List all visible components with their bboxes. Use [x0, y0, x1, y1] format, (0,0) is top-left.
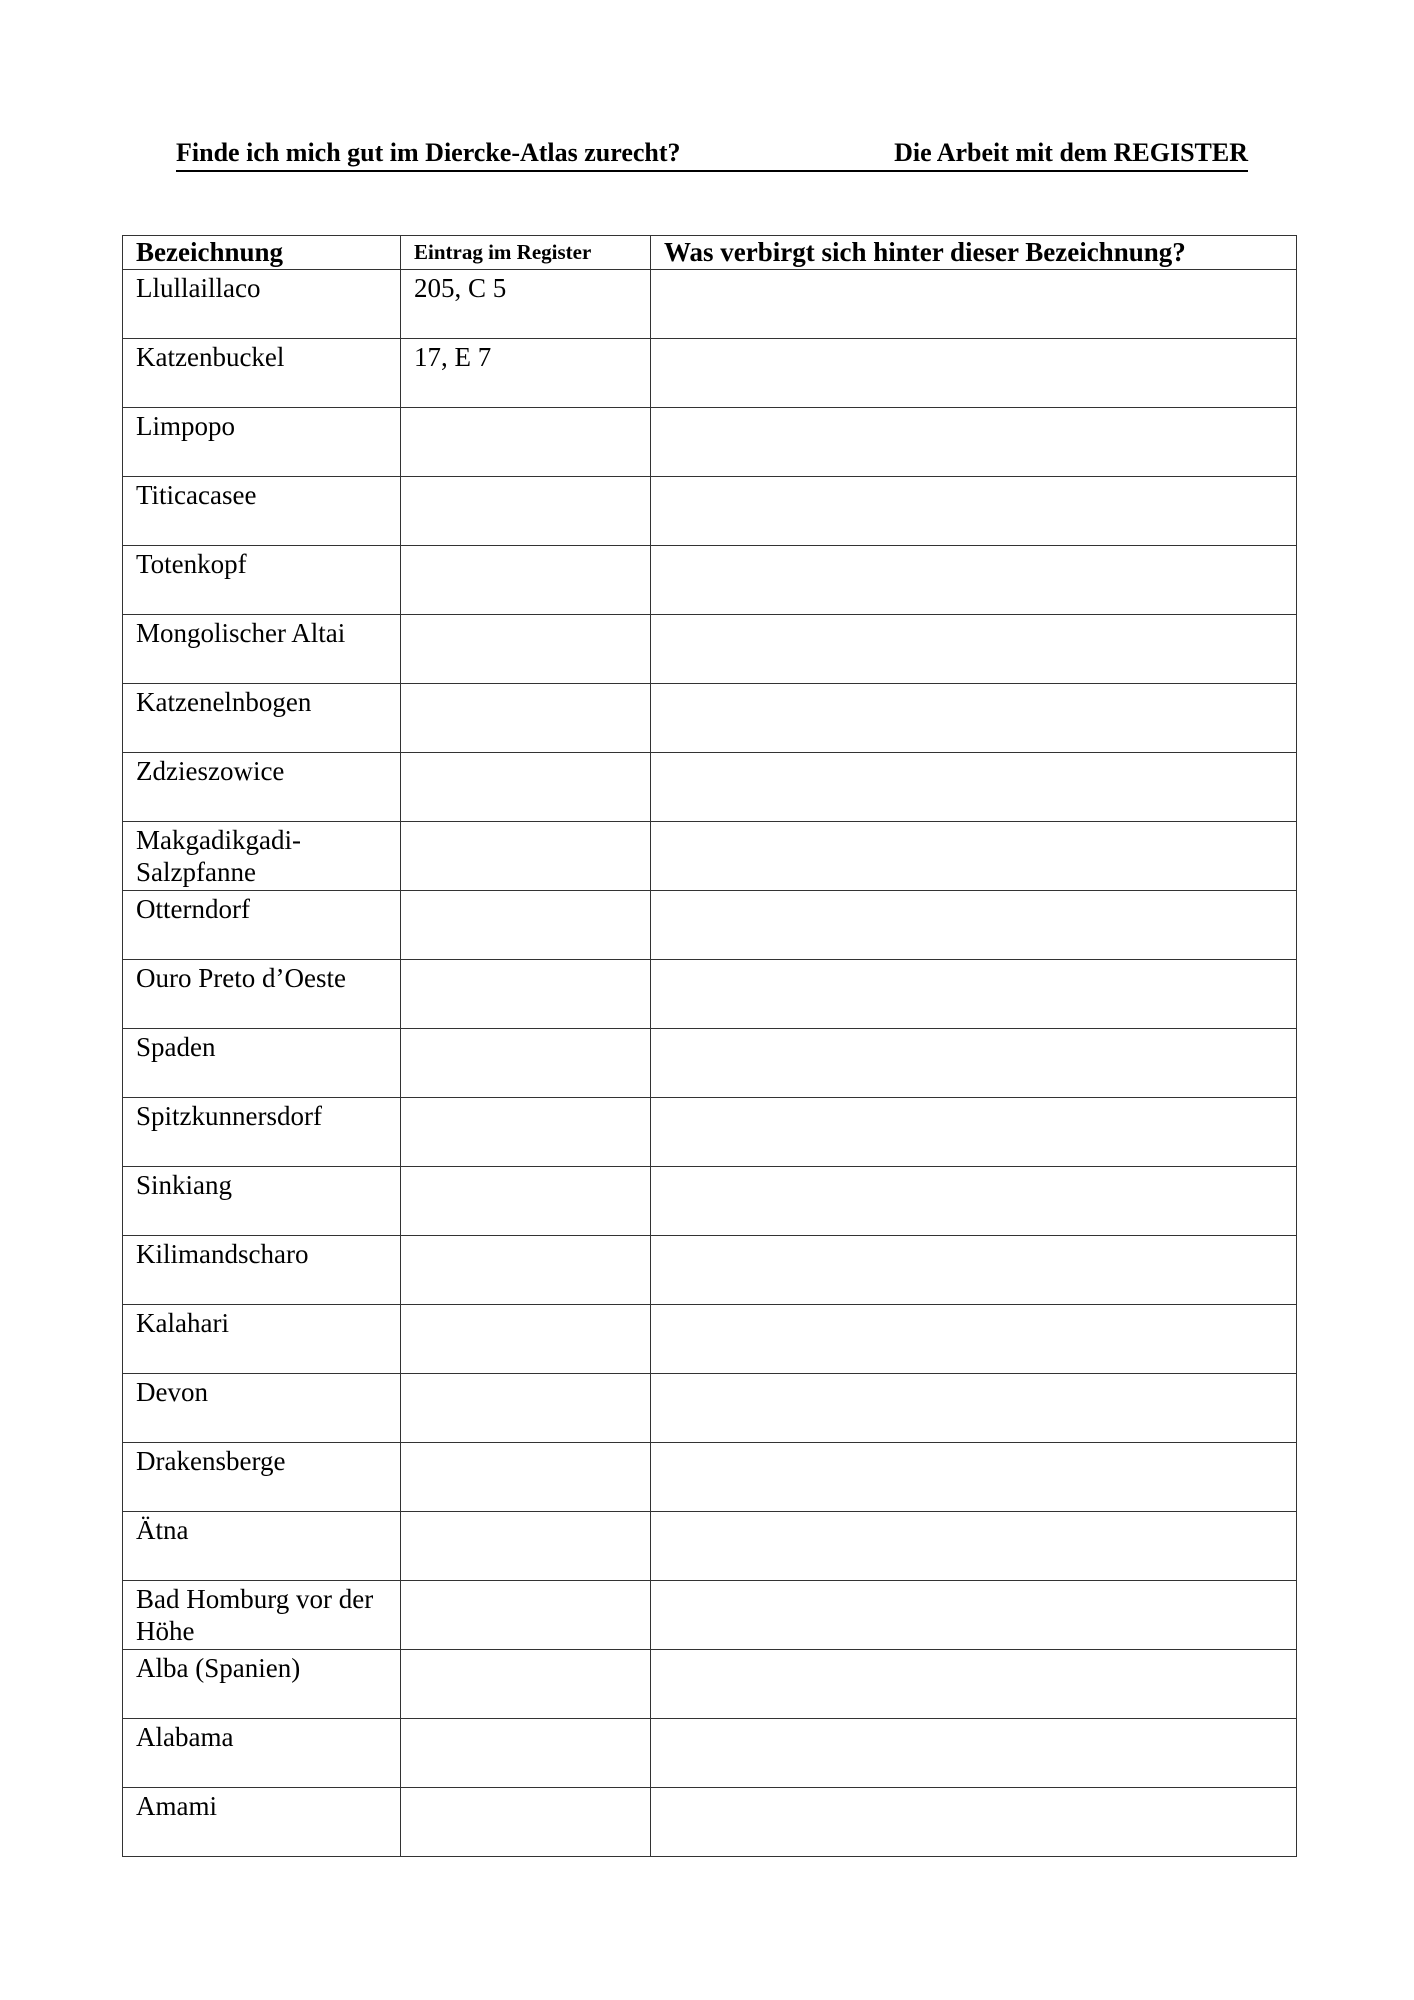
- table-row: [123, 753, 1297, 822]
- cell-eintrag[interactable]: [401, 1374, 651, 1443]
- cell-beschreibung[interactable]: [651, 1650, 1297, 1719]
- cell-eintrag[interactable]: [401, 1650, 651, 1719]
- cell-beschreibung[interactable]: [651, 822, 1297, 891]
- cell-bezeichnung: Alabama: [123, 1719, 401, 1788]
- cell-beschreibung[interactable]: [651, 1788, 1297, 1857]
- cell-beschreibung[interactable]: [651, 1719, 1297, 1788]
- cell-eintrag[interactable]: [401, 960, 651, 1029]
- table-row: [123, 477, 1297, 546]
- table-row: [123, 408, 1297, 477]
- table-row: [123, 1650, 1297, 1719]
- table-row: [123, 1236, 1297, 1305]
- cell-eintrag[interactable]: [401, 1305, 651, 1374]
- cell-beschreibung[interactable]: [651, 1098, 1297, 1167]
- cell-beschreibung[interactable]: [651, 546, 1297, 615]
- cell-bezeichnung: Drakensberge: [123, 1443, 401, 1512]
- cell-beschreibung[interactable]: [651, 339, 1297, 408]
- page-title: [176, 136, 1248, 172]
- table-row: [123, 1305, 1297, 1374]
- table-header-row: [123, 236, 1297, 270]
- cell-eintrag[interactable]: [401, 891, 651, 960]
- cell-bezeichnung: Spitzkunnersdorf: [123, 1098, 401, 1167]
- table-row: [123, 1581, 1297, 1650]
- cell-beschreibung[interactable]: [651, 1236, 1297, 1305]
- cell-eintrag[interactable]: [401, 477, 651, 546]
- cell-beschreibung[interactable]: [651, 753, 1297, 822]
- cell-eintrag[interactable]: [401, 684, 651, 753]
- cell-bezeichnung: Titicacasee: [123, 477, 401, 546]
- column-header-beschreibung: Was verbirgt sich hinter dieser Bezeichnung?: [651, 236, 1297, 270]
- table-row: [123, 1029, 1297, 1098]
- table-row: [123, 960, 1297, 1029]
- cell-bezeichnung: Mongolischer Altai: [123, 615, 401, 684]
- cell-bezeichnung: Bad Homburg vor der Höhe: [123, 1581, 401, 1650]
- cell-beschreibung[interactable]: [651, 408, 1297, 477]
- cell-beschreibung[interactable]: [651, 960, 1297, 1029]
- cell-beschreibung[interactable]: [651, 1443, 1297, 1512]
- title-left: Finde ich mich gut im Diercke-Atlas zurecht?: [176, 138, 681, 167]
- cell-bezeichnung: Kilimandscharo: [123, 1236, 401, 1305]
- cell-bezeichnung: Katzenbuckel: [123, 339, 401, 408]
- cell-bezeichnung: Spaden: [123, 1029, 401, 1098]
- cell-eintrag[interactable]: [401, 1512, 651, 1581]
- cell-bezeichnung: Ätna: [123, 1512, 401, 1581]
- cell-bezeichnung: Devon: [123, 1374, 401, 1443]
- table-body: [123, 270, 1297, 1857]
- cell-eintrag[interactable]: [401, 1167, 651, 1236]
- table-row: [123, 822, 1297, 891]
- register-table: [122, 235, 1297, 1857]
- cell-eintrag[interactable]: [401, 615, 651, 684]
- cell-beschreibung[interactable]: [651, 270, 1297, 339]
- cell-beschreibung[interactable]: [651, 684, 1297, 753]
- table-row: [123, 546, 1297, 615]
- table-row: [123, 1512, 1297, 1581]
- cell-beschreibung[interactable]: [651, 1029, 1297, 1098]
- cell-beschreibung[interactable]: [651, 1512, 1297, 1581]
- table-row: [123, 1167, 1297, 1236]
- cell-eintrag[interactable]: [401, 1788, 651, 1857]
- table-row: [123, 684, 1297, 753]
- cell-eintrag[interactable]: [401, 1236, 651, 1305]
- cell-bezeichnung: Zdzieszowice: [123, 753, 401, 822]
- title-right: Die Arbeit mit dem REGISTER: [894, 138, 1248, 167]
- cell-eintrag[interactable]: [401, 408, 651, 477]
- table-row: [123, 339, 1297, 408]
- cell-bezeichnung: Otterndorf: [123, 891, 401, 960]
- table-row: [123, 615, 1297, 684]
- table-row: [123, 1374, 1297, 1443]
- cell-eintrag[interactable]: [401, 546, 651, 615]
- cell-eintrag[interactable]: 17, E 7: [401, 339, 651, 408]
- cell-beschreibung[interactable]: [651, 477, 1297, 546]
- cell-bezeichnung: Katzenelnbogen: [123, 684, 401, 753]
- cell-bezeichnung: Limpopo: [123, 408, 401, 477]
- table-row: [123, 270, 1297, 339]
- cell-bezeichnung: Alba (Spanien): [123, 1650, 401, 1719]
- cell-bezeichnung: Sinkiang: [123, 1167, 401, 1236]
- table-row: [123, 1098, 1297, 1167]
- cell-bezeichnung: Amami: [123, 1788, 401, 1857]
- table-row: [123, 891, 1297, 960]
- column-header-bezeichnung: Bezeichnung: [123, 236, 401, 270]
- cell-eintrag[interactable]: [401, 822, 651, 891]
- cell-bezeichnung: Makgadikgadi-Salzpfanne: [123, 822, 401, 891]
- table-row: [123, 1719, 1297, 1788]
- cell-bezeichnung: Llullaillaco: [123, 270, 401, 339]
- cell-eintrag[interactable]: 205, C 5: [401, 270, 651, 339]
- cell-eintrag[interactable]: [401, 1098, 651, 1167]
- cell-beschreibung[interactable]: [651, 1581, 1297, 1650]
- cell-eintrag[interactable]: [401, 753, 651, 822]
- table-row: [123, 1443, 1297, 1512]
- cell-beschreibung[interactable]: [651, 1374, 1297, 1443]
- cell-bezeichnung: Totenkopf: [123, 546, 401, 615]
- cell-eintrag[interactable]: [401, 1581, 651, 1650]
- cell-beschreibung[interactable]: [651, 1305, 1297, 1374]
- cell-beschreibung[interactable]: [651, 615, 1297, 684]
- cell-bezeichnung: Ouro Preto d’Oeste: [123, 960, 401, 1029]
- cell-eintrag[interactable]: [401, 1029, 651, 1098]
- table-row: [123, 1788, 1297, 1857]
- cell-eintrag[interactable]: [401, 1719, 651, 1788]
- cell-eintrag[interactable]: [401, 1443, 651, 1512]
- column-header-eintrag: Eintrag im Register: [401, 236, 651, 270]
- cell-beschreibung[interactable]: [651, 1167, 1297, 1236]
- cell-beschreibung[interactable]: [651, 891, 1297, 960]
- cell-bezeichnung: Kalahari: [123, 1305, 401, 1374]
